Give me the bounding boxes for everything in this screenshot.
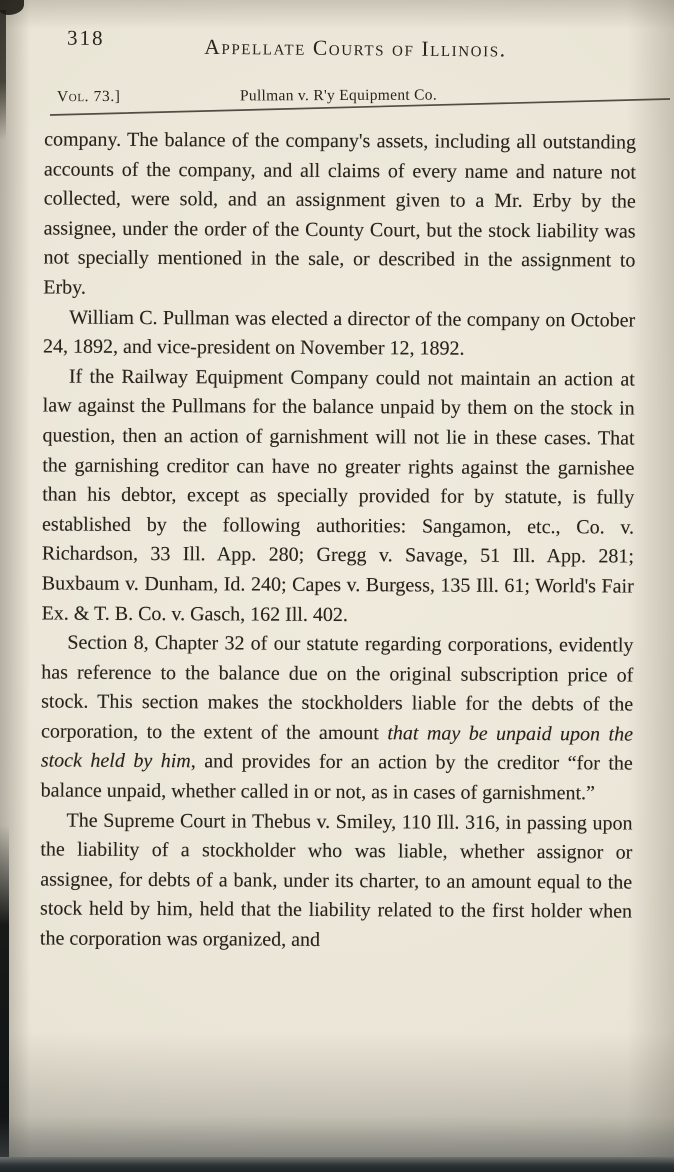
caption-rule: [0, 98, 674, 122]
paragraph-1: company. The balance of the company's assets, including all outstanding accounts of the company, and all claims of every name and nature not collected, were sold, and an assignment given to a Mr. Erby by the assignee, under the order of the County Court, but the stock liability was not specially mentioned in the sale, or described in the assignment to Erby.: [43, 128, 637, 299]
scan-artifact-left-edge-top: [0, 10, 6, 140]
running-title: Appellate Courts of Illinois.: [204, 34, 507, 62]
scan-artifact-bottom-edge: [0, 1157, 674, 1172]
page-header: [45, 25, 626, 72]
paragraph-4-italic-phrase: that may be unpaid upon the stock held by him: [40, 722, 634, 773]
scan-artifact-left-edge-bottom: [0, 825, 9, 1160]
paragraph-2: William C. Pullman was elected a director of the company on October 24, 1892, and vice-president on November 12, 1892.: [42, 306, 636, 360]
body-text: [40, 125, 636, 957]
paragraph-4-text-continued: , and provides for an action by the creditor “for the balance unpaid, whether called in or not, as in cases of garnishment.”: [40, 750, 633, 805]
page-number: 318: [66, 25, 105, 50]
paragraph-3: If the Railway Equipment Company could not maintain an action at law against the Pullmans for the balance unpaid by them on the stock in question, then an action of garnishment will not lie in these cases. That the garnishing creditor can have no greater rights against the garnishee than his debtor, except as specially provided for by statute, is fully established by the following authorities: Sangamon, etc., Co. v. Richardson, 33 Ill. App. 280; Gregg v. Savage, 51 Ill. App. 281; Buxbaum v. Dunham, Id. 240; Capes v. Burgess, 135 Ill. 61; World's Fair Ex. & T. B. Co. v. Gasch, 162 Ill. 402.: [41, 365, 635, 626]
paragraph-4-text: Section 8, Chapter 32 of our statute regarding corporations, evidently has reference to the balance due on the original subscription price of stock. This section makes the stockholders liable for the debts of the corporation, to the extent of the amount: [40, 631, 634, 745]
paragraph-4: [41, 629, 634, 810]
scan-artifact-bottom-shadow: [0, 1116, 674, 1158]
volume-label: Vol. 73.]: [56, 87, 121, 106]
paragraph-5: The Supreme Court in Thebus v. Smiley, 110 Ill. 316, in passing upon the liability of a stockholder who was liable, whether assignor or assignee, for debts of a bank, under its charter, to an amount equal to the stock held by him, held that the liability related to the first holder when the corporation was organized, and: [39, 809, 633, 951]
case-title: Pullman v. R'y Equipment Co.: [239, 86, 438, 105]
